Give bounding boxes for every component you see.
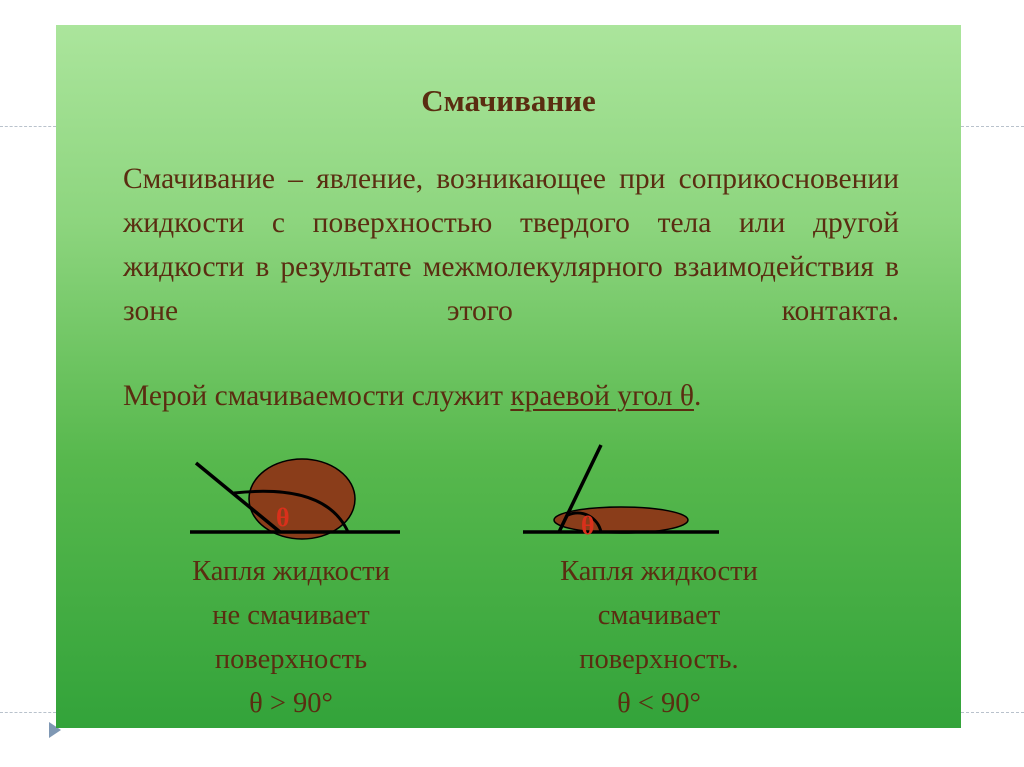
slide-title: Смачивание: [421, 83, 596, 118]
top-right-rule: [961, 126, 1024, 127]
contact-angle-link[interactable]: краевой угол θ: [510, 380, 694, 412]
caption-line: не смачивает: [212, 600, 370, 631]
caption-line: поверхность: [214, 644, 368, 675]
caption-non-wetting: [131, 550, 451, 726]
top-left-rule: [0, 126, 56, 127]
wetting-drop-figure: [521, 435, 741, 540]
caption-angle-condition: θ < 90°: [617, 688, 701, 719]
caption-angle-condition: θ > 90°: [249, 688, 333, 719]
non-wetting-drop-figure: [186, 435, 406, 535]
bottom-left-rule: [0, 712, 56, 713]
drop-right: [554, 507, 688, 533]
caption-line: поверхность.: [579, 644, 739, 675]
measure-suffix: .: [693, 380, 702, 412]
definition-paragraph: Смачивание – явление, возникающее при соприкосновении жидкости с поверхностью твердого тела или другой жидкости в результате межмолекулярного взаимодействия в зоне этого контакта.: [123, 163, 899, 327]
measure-line: [123, 374, 701, 418]
drop-left: [249, 459, 355, 539]
angle-label-right: θ: [581, 511, 595, 540]
measure-prefix: Мерой смачиваемости служит: [123, 380, 511, 412]
slide: [56, 25, 961, 728]
caption-line: Капля жидкости: [560, 556, 758, 587]
caption-line: смачивает: [597, 600, 721, 631]
bottom-right-rule: [961, 712, 1024, 713]
angle-label-left: θ: [276, 503, 290, 532]
caption-wetting: [499, 550, 819, 726]
caption-line: Капля жидкости: [192, 556, 390, 587]
